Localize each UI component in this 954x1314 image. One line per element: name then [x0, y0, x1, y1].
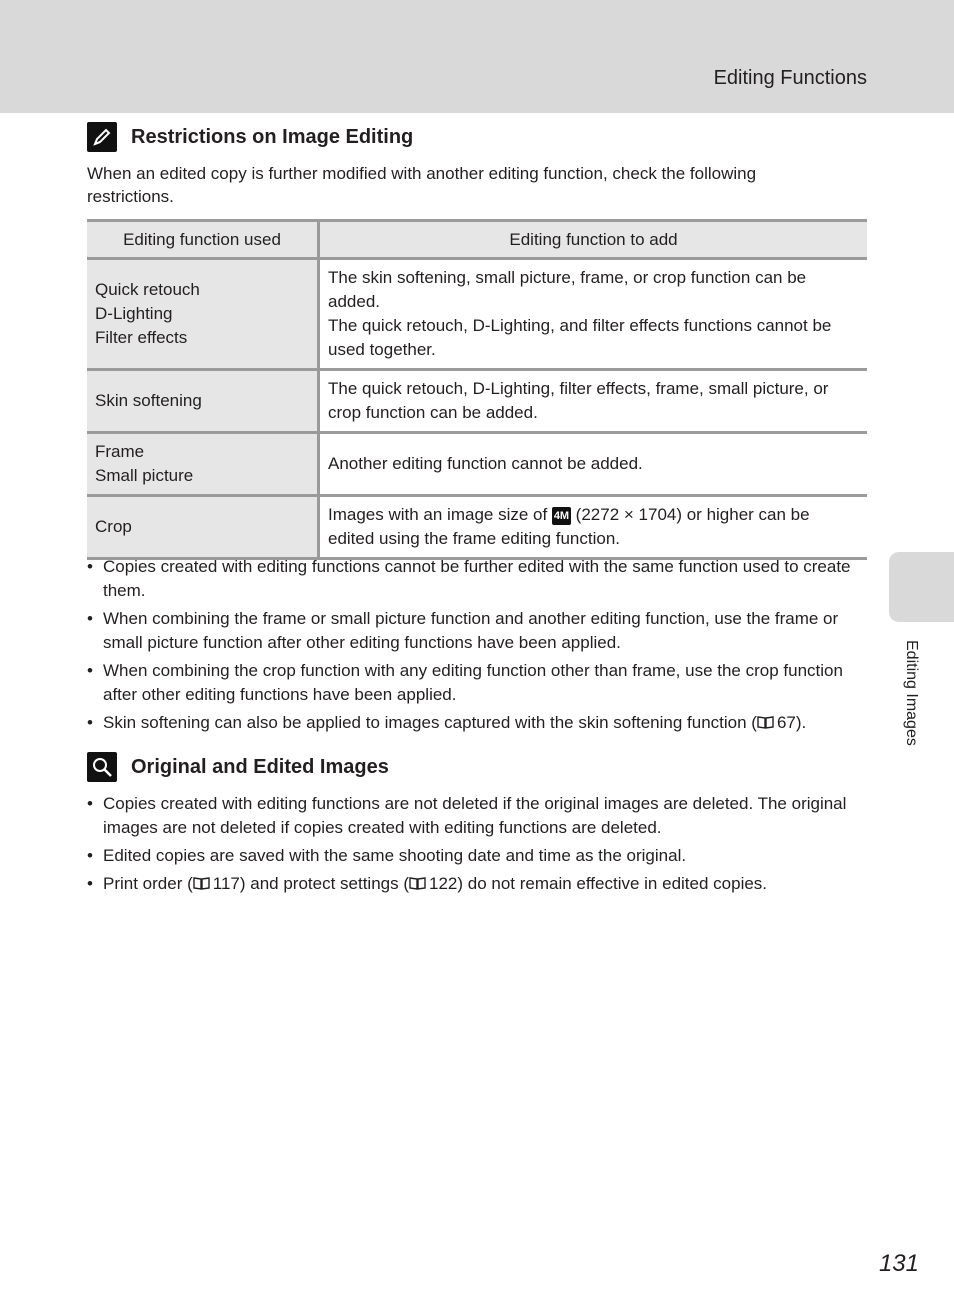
- table-cell-add: [319, 259, 868, 370]
- cell-text: The quick retouch, D-Lighting, and filter effects functions cannot be used together.: [328, 316, 832, 359]
- section-restrictions-header: [87, 122, 413, 152]
- side-tab-label: Editing Images: [903, 640, 920, 746]
- original-edited-bullet-list: [87, 792, 867, 900]
- section-original-edited-header: [87, 752, 389, 782]
- function-name: Skin softening: [95, 391, 202, 410]
- list-item: • Edited copies are saved with the same shooting date and time as the original.: [87, 844, 867, 868]
- cell-text: (2272 × 1704) or higher can be edited using the frame editing function.: [328, 505, 810, 548]
- table-cell-add: [319, 433, 868, 496]
- cell-text: Another editing function cannot be added.: [328, 454, 643, 473]
- page-reference: 117: [212, 874, 240, 893]
- list-item: [87, 711, 867, 735]
- function-name: Small picture: [95, 466, 194, 485]
- function-name: Frame: [95, 442, 145, 461]
- intro-paragraph: When an edited copy is further modified with another editing function, check the following restrictions.: [87, 164, 757, 206]
- running-head: Editing Functions: [713, 67, 867, 89]
- list-item: • When combining the crop function with any editing function other than frame, use the crop function after other editing functions have been applied.: [87, 659, 867, 707]
- header-band: [0, 0, 954, 113]
- list-item-text: Print order (: [103, 874, 193, 893]
- book-reference-icon: [193, 876, 210, 890]
- list-item-text: ) do not remain effective in edited copies.: [457, 874, 768, 893]
- list-item: • When combining the frame or small picture function and another editing function, use the frame or small picture function after other editing functions have been applied.: [87, 607, 867, 655]
- page-number: 131: [878, 1250, 919, 1277]
- table-cell-used: [87, 496, 319, 559]
- list-item-text: ).: [795, 713, 807, 732]
- cell-text: Images with an image size of: [328, 505, 552, 524]
- list-item: • Copies created with editing functions are not deleted if the original images are deleted. The original images are not deleted if copies created with editing functions are deleted.: [87, 792, 867, 840]
- page-reference: 67: [776, 713, 796, 732]
- pencil-caution-icon: [87, 122, 117, 152]
- function-name: Quick retouch: [95, 280, 200, 299]
- restrictions-table: [87, 219, 867, 560]
- restrictions-bullet-list: [87, 555, 867, 739]
- list-item: • Copies created with editing functions cannot be further edited with the same function used to create them.: [87, 555, 867, 603]
- table-cell-add: [319, 496, 868, 559]
- table-row: [87, 496, 867, 559]
- note-magnifier-icon: [87, 752, 117, 782]
- table-cell-used: [87, 433, 319, 496]
- list-item: [87, 872, 867, 896]
- table-row: [87, 433, 867, 496]
- image-size-4m-icon: 4M: [552, 507, 571, 525]
- book-reference-icon: [409, 876, 426, 890]
- function-name: Crop: [95, 517, 132, 536]
- cell-text: The skin softening, small picture, frame, or crop function can be added.: [328, 268, 807, 311]
- table-cell-used: [87, 259, 319, 370]
- table-cell-add: [319, 370, 868, 433]
- table-row: [87, 370, 867, 433]
- table-header-row: [87, 221, 867, 259]
- section-title: Restrictions on Image Editing: [131, 125, 414, 148]
- function-name: D-Lighting: [95, 304, 173, 323]
- column-header: Editing function used: [87, 221, 319, 259]
- table-cell-used: [87, 370, 319, 433]
- book-reference-icon: [757, 715, 774, 729]
- column-header: Editing function to add: [319, 221, 868, 259]
- side-tab: [889, 552, 954, 622]
- page-reference: 122: [429, 874, 458, 893]
- function-name: Filter effects: [95, 328, 188, 347]
- list-item-text: Skin softening can also be applied to images captured with the skin softening function (: [103, 713, 757, 732]
- cell-text: The quick retouch, D-Lighting, filter effects, frame, small picture, or crop function can be added.: [328, 379, 829, 422]
- section-title: Original and Edited Images: [131, 755, 389, 778]
- table-row: [87, 259, 867, 370]
- list-item-text: ) and protect settings (: [239, 874, 409, 893]
